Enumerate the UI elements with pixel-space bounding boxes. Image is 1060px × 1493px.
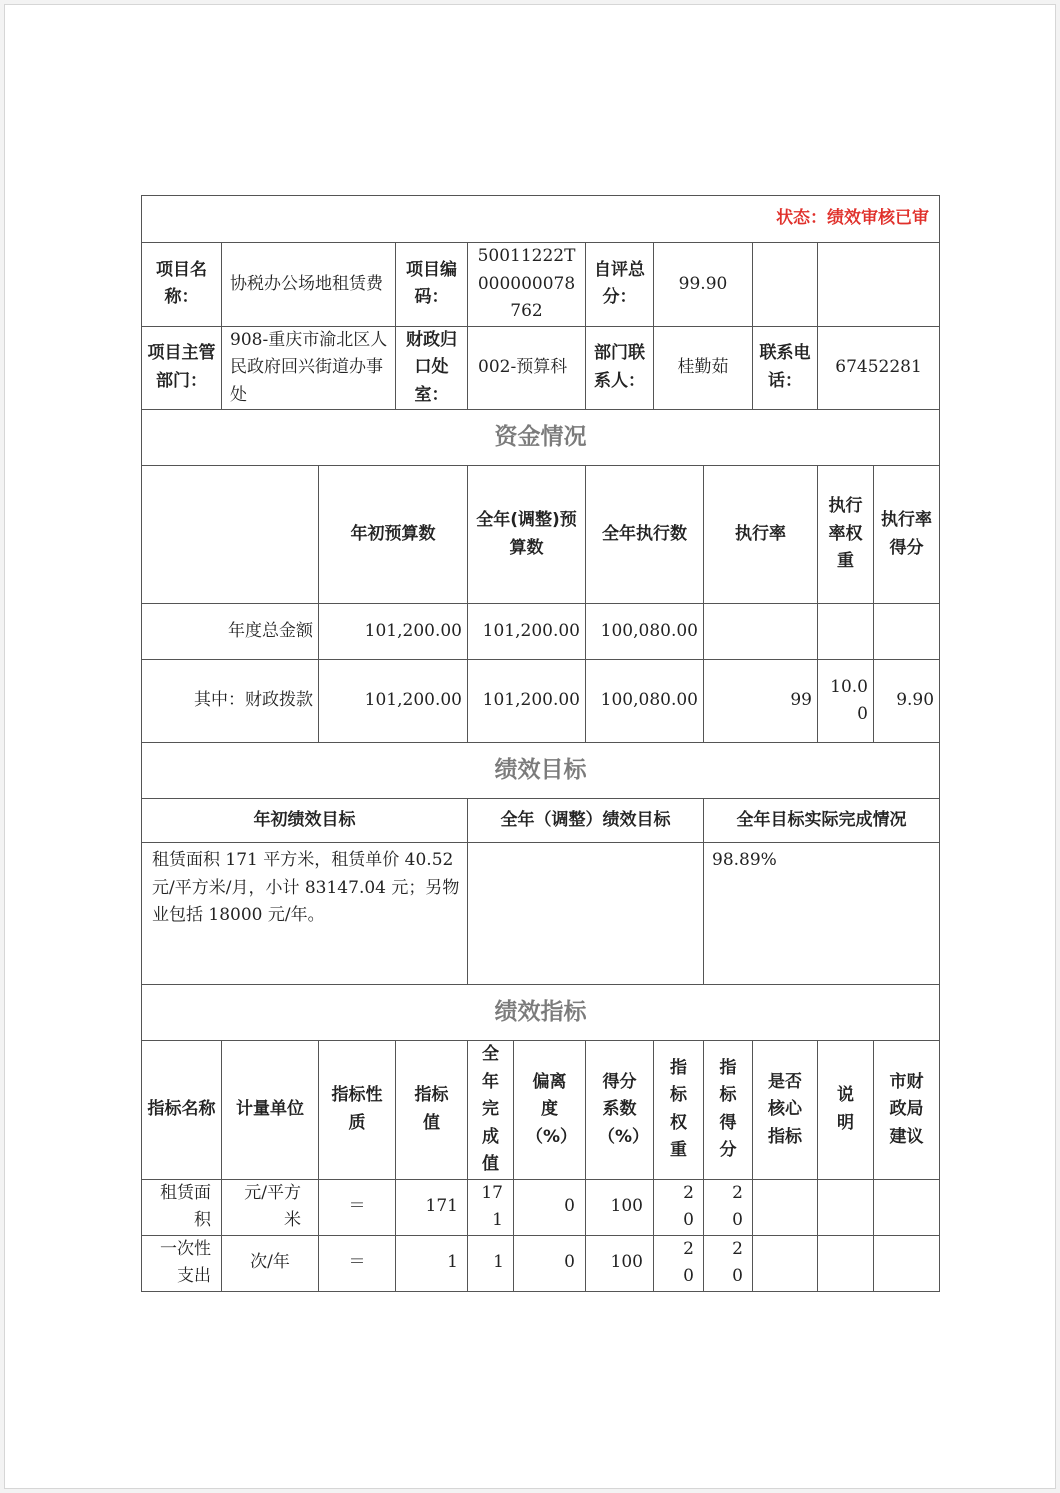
ind-row-nature: ＝ (319, 1179, 396, 1235)
funds-header-initial: 年初预算数 (319, 466, 468, 604)
page (4, 4, 1056, 1489)
self-score-label: 自评总分： (586, 243, 654, 327)
ind-header-note: 说明 (818, 1041, 874, 1180)
funds-header-adjusted: 全年(调整)预算数 (468, 466, 586, 604)
ind-header-value: 指标值 (396, 1041, 468, 1180)
project-code-value: 50011222T000000078762 (468, 243, 586, 327)
funds-section-title: 资金情况 (142, 410, 940, 466)
funds-row-initial: 101,200.00 (319, 660, 468, 743)
funds-header-executed: 全年执行数 (586, 466, 704, 604)
ind-header-unit: 计量单位 (222, 1041, 319, 1180)
funds-row-score: 9.90 (874, 660, 940, 743)
ind-row-core (753, 1235, 818, 1291)
ind-row-weight: 20 (654, 1235, 704, 1291)
goals-adjusted-text (468, 843, 704, 985)
ind-row-core (753, 1179, 818, 1235)
funds-header-weight: 执行率权重 (818, 466, 874, 604)
goals-header-actual: 全年目标实际完成情况 (704, 799, 940, 843)
ind-row-advice (874, 1179, 940, 1235)
goals-actual-text: 98.89% (704, 843, 940, 985)
ind-header-advice: 市财政局建议 (874, 1041, 940, 1180)
ind-row-score: 20 (704, 1235, 753, 1291)
ind-header-weight: 指标权重 (654, 1041, 704, 1180)
ind-header-deviation: 偏离度（%） (514, 1041, 586, 1180)
ind-header-nature: 指标性质 (319, 1041, 396, 1180)
project-name-value: 协税办公场地租赁费 (222, 243, 396, 327)
status-label: 状态：绩效审核已审 (142, 196, 940, 243)
ind-row-completed: 171 (468, 1179, 514, 1235)
funds-row-executed: 100,080.00 (586, 604, 704, 660)
ind-row-unit: 元/平方米 (222, 1179, 319, 1235)
funds-corner-cell (142, 466, 319, 604)
funds-row-adjusted: 101,200.00 (468, 604, 586, 660)
contact-value: 桂勤茹 (654, 326, 753, 410)
project-name-label: 项目名称： (142, 243, 222, 327)
ind-row-weight: 20 (654, 1179, 704, 1235)
ind-row-name: 一次性支出 (142, 1235, 222, 1291)
phone-value: 67452281 (818, 326, 940, 410)
funds-row-label: 年度总金额 (142, 604, 319, 660)
ind-row-value: 1 (396, 1235, 468, 1291)
goals-header-adjusted: 全年（调整）绩效目标 (468, 799, 704, 843)
dept-value: 908-重庆市渝北区人民政府回兴街道办事处 (222, 326, 396, 410)
ind-header-coef: 得分系数（%） (586, 1041, 654, 1180)
contact-label: 部门联系人： (586, 326, 654, 410)
funds-row-rate: 99 (704, 660, 818, 743)
phone-label: 联系电话： (753, 326, 818, 410)
indicators-section-title: 绩效指标 (142, 985, 940, 1041)
empty-cell (753, 243, 818, 327)
funds-row-initial: 101,200.00 (319, 604, 468, 660)
office-label: 财政归口处室： (396, 326, 468, 410)
ind-header-score: 指标得分 (704, 1041, 753, 1180)
ind-row-score: 20 (704, 1179, 753, 1235)
funds-header-rate: 执行率 (704, 466, 818, 604)
ind-row-nature: ＝ (319, 1235, 396, 1291)
ind-row-coef: 100 (586, 1235, 654, 1291)
funds-row-weight: 10.00 (818, 660, 874, 743)
ind-row-name: 租赁面积 (142, 1179, 222, 1235)
performance-report-table (141, 195, 940, 1292)
funds-row-label: 其中：财政拨款 (142, 660, 319, 743)
ind-row-deviation: 0 (514, 1235, 586, 1291)
ind-header-name: 指标名称 (142, 1041, 222, 1180)
project-code-label: 项目编码： (396, 243, 468, 327)
funds-row-score (874, 604, 940, 660)
office-value: 002-预算科 (468, 326, 586, 410)
ind-row-coef: 100 (586, 1179, 654, 1235)
goals-initial-text: 租赁面积 171 平方米，租赁单价 40.52 元/平方米/月，小计 83147.04 元；另物业包括 18000 元/年。 (142, 843, 468, 985)
ind-row-note (818, 1179, 874, 1235)
dept-label: 项目主管部门： (142, 326, 222, 410)
goals-section-title: 绩效目标 (142, 743, 940, 799)
funds-row-rate (704, 604, 818, 660)
ind-row-unit: 次/年 (222, 1235, 319, 1291)
ind-row-value: 171 (396, 1179, 468, 1235)
ind-row-note (818, 1235, 874, 1291)
funds-row-executed: 100,080.00 (586, 660, 704, 743)
ind-row-completed: 1 (468, 1235, 514, 1291)
self-score-value: 99.90 (654, 243, 753, 327)
funds-row-adjusted: 101,200.00 (468, 660, 586, 743)
funds-header-score: 执行率得分 (874, 466, 940, 604)
empty-cell (818, 243, 940, 327)
ind-header-completed: 全年完成值 (468, 1041, 514, 1180)
goals-header-initial: 年初绩效目标 (142, 799, 468, 843)
funds-row-weight (818, 604, 874, 660)
ind-row-deviation: 0 (514, 1179, 586, 1235)
ind-header-core: 是否核心指标 (753, 1041, 818, 1180)
ind-row-advice (874, 1235, 940, 1291)
